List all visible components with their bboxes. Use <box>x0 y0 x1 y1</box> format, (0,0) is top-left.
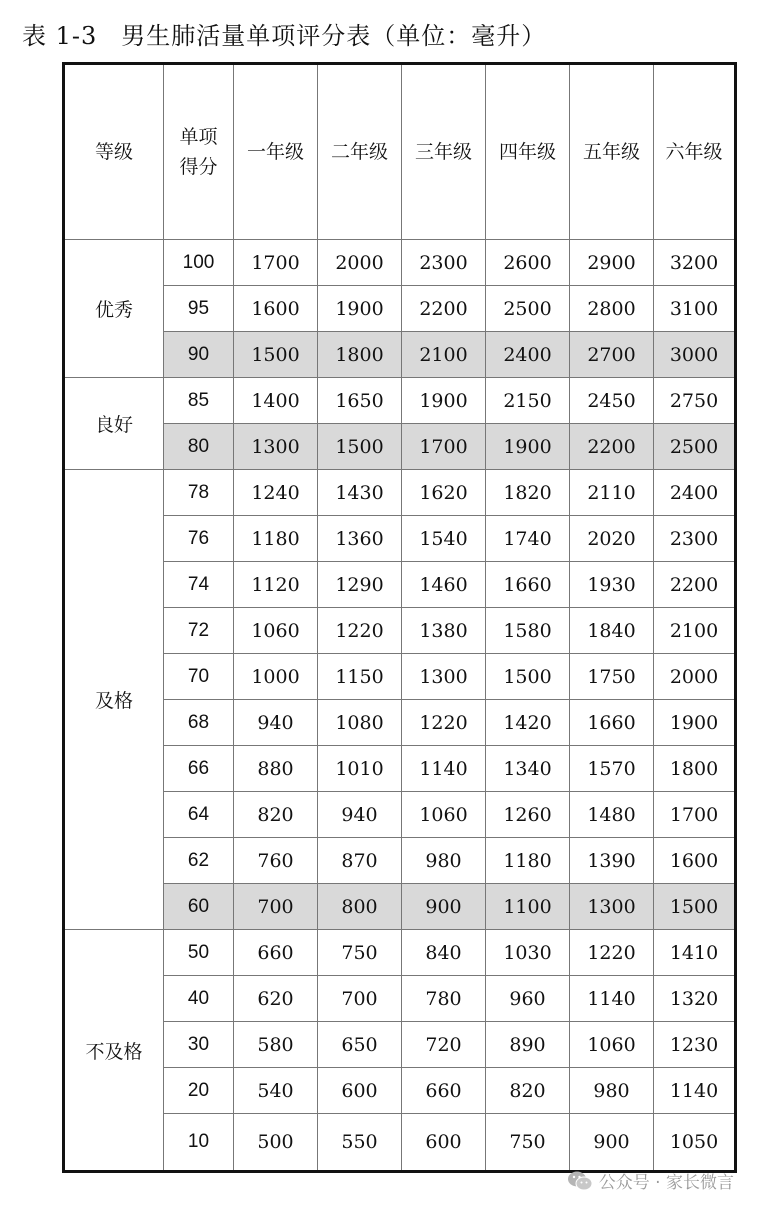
value-cell: 2750 <box>654 378 736 424</box>
value-cell: 2020 <box>570 516 654 562</box>
value-cell: 2700 <box>570 332 654 378</box>
value-cell: 1220 <box>402 700 486 746</box>
value-cell: 2450 <box>570 378 654 424</box>
value-cell: 1700 <box>402 424 486 470</box>
value-cell: 2200 <box>570 424 654 470</box>
value-cell: 1140 <box>402 746 486 792</box>
value-cell: 2900 <box>570 240 654 286</box>
value-cell: 980 <box>402 838 486 884</box>
value-cell: 2800 <box>570 286 654 332</box>
value-cell: 1460 <box>402 562 486 608</box>
score-cell: 30 <box>164 1022 234 1068</box>
value-cell: 1900 <box>402 378 486 424</box>
header-grade-3: 三年级 <box>402 64 486 240</box>
value-cell: 1120 <box>234 562 318 608</box>
value-cell: 580 <box>234 1022 318 1068</box>
value-cell: 1800 <box>654 746 736 792</box>
score-cell: 78 <box>164 470 234 516</box>
value-cell: 1820 <box>486 470 570 516</box>
table-row <box>64 976 736 1022</box>
value-cell: 600 <box>402 1114 486 1172</box>
header-score <box>164 64 234 240</box>
value-cell: 2300 <box>402 240 486 286</box>
value-cell: 1300 <box>402 654 486 700</box>
value-cell: 1930 <box>570 562 654 608</box>
value-cell: 960 <box>486 976 570 1022</box>
value-cell: 2200 <box>654 562 736 608</box>
value-cell: 820 <box>486 1068 570 1114</box>
value-cell: 2150 <box>486 378 570 424</box>
table-row <box>64 884 736 930</box>
header-level: 等级 <box>64 64 164 240</box>
table-row <box>64 1022 736 1068</box>
table-row <box>64 470 736 516</box>
value-cell: 1840 <box>570 608 654 654</box>
level-cell: 优秀 <box>64 240 164 378</box>
table-row <box>64 838 736 884</box>
value-cell: 500 <box>234 1114 318 1172</box>
value-cell: 1260 <box>486 792 570 838</box>
table-body <box>64 240 736 1172</box>
score-cell: 76 <box>164 516 234 562</box>
value-cell: 1580 <box>486 608 570 654</box>
value-cell: 1620 <box>402 470 486 516</box>
table-row <box>64 608 736 654</box>
value-cell: 1500 <box>654 884 736 930</box>
value-cell: 1420 <box>486 700 570 746</box>
value-cell: 550 <box>318 1114 402 1172</box>
value-cell: 3200 <box>654 240 736 286</box>
score-cell: 74 <box>164 562 234 608</box>
value-cell: 1900 <box>654 700 736 746</box>
score-cell: 20 <box>164 1068 234 1114</box>
table-row <box>64 378 736 424</box>
value-cell: 1540 <box>402 516 486 562</box>
value-cell: 1600 <box>654 838 736 884</box>
value-cell: 2400 <box>486 332 570 378</box>
value-cell: 1220 <box>570 930 654 976</box>
header-grade-5: 五年级 <box>570 64 654 240</box>
value-cell: 2100 <box>402 332 486 378</box>
value-cell: 2500 <box>654 424 736 470</box>
header-grade-4: 四年级 <box>486 64 570 240</box>
value-cell: 940 <box>318 792 402 838</box>
header-score-line1: 单项 <box>179 126 218 148</box>
level-cell: 及格 <box>64 470 164 930</box>
value-cell: 1380 <box>402 608 486 654</box>
score-cell: 85 <box>164 378 234 424</box>
score-cell: 95 <box>164 286 234 332</box>
value-cell: 1150 <box>318 654 402 700</box>
value-cell: 1100 <box>486 884 570 930</box>
score-cell: 10 <box>164 1114 234 1172</box>
value-cell: 1340 <box>486 746 570 792</box>
value-cell: 1700 <box>654 792 736 838</box>
value-cell: 800 <box>318 884 402 930</box>
value-cell: 1900 <box>486 424 570 470</box>
value-cell: 980 <box>570 1068 654 1114</box>
score-cell: 40 <box>164 976 234 1022</box>
value-cell: 1060 <box>402 792 486 838</box>
score-cell: 62 <box>164 838 234 884</box>
score-cell: 90 <box>164 332 234 378</box>
value-cell: 2000 <box>654 654 736 700</box>
score-cell: 68 <box>164 700 234 746</box>
value-cell: 1480 <box>570 792 654 838</box>
score-table <box>62 62 737 1173</box>
value-cell: 760 <box>234 838 318 884</box>
value-cell: 900 <box>402 884 486 930</box>
value-cell: 620 <box>234 976 318 1022</box>
value-cell: 1300 <box>570 884 654 930</box>
value-cell: 650 <box>318 1022 402 1068</box>
value-cell: 1290 <box>318 562 402 608</box>
score-cell: 80 <box>164 424 234 470</box>
value-cell: 1750 <box>570 654 654 700</box>
value-cell: 2500 <box>486 286 570 332</box>
value-cell: 700 <box>234 884 318 930</box>
value-cell: 1050 <box>654 1114 736 1172</box>
table-row <box>64 1114 736 1172</box>
value-cell: 1000 <box>234 654 318 700</box>
value-cell: 890 <box>486 1022 570 1068</box>
score-cell: 100 <box>164 240 234 286</box>
value-cell: 1180 <box>486 838 570 884</box>
value-cell: 1080 <box>318 700 402 746</box>
table-row <box>64 424 736 470</box>
value-cell: 1240 <box>234 470 318 516</box>
value-cell: 600 <box>318 1068 402 1114</box>
value-cell: 1030 <box>486 930 570 976</box>
value-cell: 1360 <box>318 516 402 562</box>
value-cell: 1570 <box>570 746 654 792</box>
watermark-text: 公众号 · 家长微言 <box>598 1173 734 1193</box>
value-cell: 1300 <box>234 424 318 470</box>
header-grade-2: 二年级 <box>318 64 402 240</box>
value-cell: 2600 <box>486 240 570 286</box>
watermark <box>567 1168 734 1193</box>
value-cell: 1140 <box>654 1068 736 1114</box>
caption-id: 表 1-3 <box>22 22 98 50</box>
value-cell: 3100 <box>654 286 736 332</box>
value-cell: 750 <box>318 930 402 976</box>
value-cell: 2400 <box>654 470 736 516</box>
value-cell: 2110 <box>570 470 654 516</box>
value-cell: 1140 <box>570 976 654 1022</box>
value-cell: 1060 <box>234 608 318 654</box>
table-row <box>64 792 736 838</box>
value-cell: 880 <box>234 746 318 792</box>
wechat-icon <box>567 1170 593 1192</box>
value-cell: 1740 <box>486 516 570 562</box>
header-grade-6: 六年级 <box>654 64 736 240</box>
score-cell: 66 <box>164 746 234 792</box>
value-cell: 1410 <box>654 930 736 976</box>
value-cell: 1660 <box>486 562 570 608</box>
value-cell: 1230 <box>654 1022 736 1068</box>
value-cell: 2200 <box>402 286 486 332</box>
level-cell: 良好 <box>64 378 164 470</box>
table-row <box>64 930 736 976</box>
value-cell: 1500 <box>234 332 318 378</box>
score-cell: 60 <box>164 884 234 930</box>
header-grade-1: 一年级 <box>234 64 318 240</box>
value-cell: 1320 <box>654 976 736 1022</box>
value-cell: 750 <box>486 1114 570 1172</box>
value-cell: 660 <box>402 1068 486 1114</box>
value-cell: 1180 <box>234 516 318 562</box>
value-cell: 840 <box>402 930 486 976</box>
value-cell: 780 <box>402 976 486 1022</box>
value-cell: 540 <box>234 1068 318 1114</box>
value-cell: 2300 <box>654 516 736 562</box>
table-row <box>64 516 736 562</box>
table-row <box>64 746 736 792</box>
value-cell: 1800 <box>318 332 402 378</box>
value-cell: 2000 <box>318 240 402 286</box>
value-cell: 1500 <box>318 424 402 470</box>
table-row <box>64 654 736 700</box>
table-header <box>64 64 736 240</box>
table-row <box>64 286 736 332</box>
value-cell: 660 <box>234 930 318 976</box>
table-row <box>64 700 736 746</box>
value-cell: 1220 <box>318 608 402 654</box>
value-cell: 870 <box>318 838 402 884</box>
value-cell: 1400 <box>234 378 318 424</box>
value-cell: 1700 <box>234 240 318 286</box>
value-cell: 1900 <box>318 286 402 332</box>
value-cell: 2100 <box>654 608 736 654</box>
value-cell: 900 <box>570 1114 654 1172</box>
table-row <box>64 1068 736 1114</box>
score-cell: 64 <box>164 792 234 838</box>
value-cell: 700 <box>318 976 402 1022</box>
value-cell: 820 <box>234 792 318 838</box>
value-cell: 1500 <box>486 654 570 700</box>
value-cell: 1010 <box>318 746 402 792</box>
value-cell: 1650 <box>318 378 402 424</box>
value-cell: 3000 <box>654 332 736 378</box>
score-cell: 70 <box>164 654 234 700</box>
value-cell: 940 <box>234 700 318 746</box>
value-cell: 1660 <box>570 700 654 746</box>
score-cell: 72 <box>164 608 234 654</box>
header-score-line2: 得分 <box>179 156 218 178</box>
value-cell: 720 <box>402 1022 486 1068</box>
value-cell: 1430 <box>318 470 402 516</box>
table-row <box>64 332 736 378</box>
caption-title: 男生肺活量单项评分表（单位：毫升） <box>121 22 547 50</box>
score-cell: 50 <box>164 930 234 976</box>
value-cell: 1600 <box>234 286 318 332</box>
table-caption <box>22 16 546 51</box>
table-row <box>64 562 736 608</box>
level-cell: 不及格 <box>64 930 164 1172</box>
table-row <box>64 240 736 286</box>
value-cell: 1060 <box>570 1022 654 1068</box>
value-cell: 1390 <box>570 838 654 884</box>
